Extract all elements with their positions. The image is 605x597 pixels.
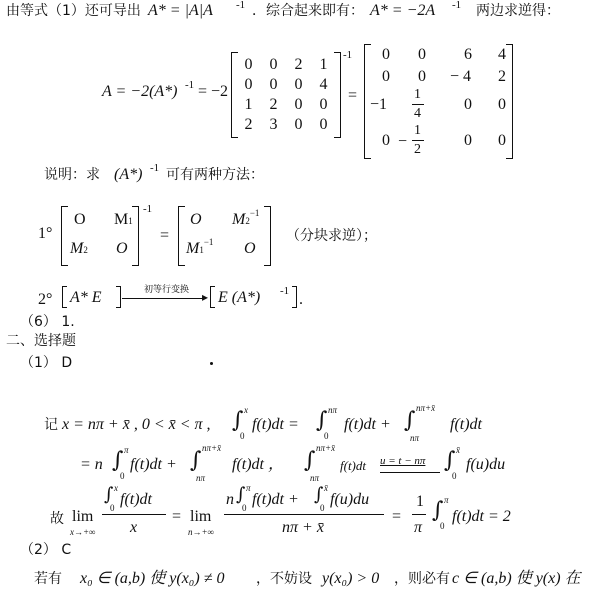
integral-sign: ∫ [236, 484, 246, 505]
lower-limit: 0 [242, 503, 247, 513]
cell: 0 [269, 56, 278, 73]
block-inverse-remark: （分块求逆）； [286, 228, 377, 244]
lower-limit: nπ [310, 473, 320, 483]
integrand: f(t)dt ， [232, 456, 284, 473]
upper-limit: π [444, 495, 449, 505]
fraction-bar [102, 514, 166, 515]
answer-q1: （1） D [20, 355, 73, 371]
lower-limit: 0 [440, 521, 445, 531]
integral-sign: ∫ [190, 448, 202, 473]
lower-limit: nπ [196, 473, 206, 483]
exponent: -1 [150, 162, 160, 174]
lower-limit: 0 [324, 431, 329, 441]
cell: 0 [382, 132, 390, 149]
cell: −1 [370, 96, 388, 113]
note-label: 说明：求 [44, 167, 100, 183]
then-text: ，则必有 [394, 571, 450, 587]
cell: 0 [294, 76, 303, 93]
integrand: f(t)dt = [252, 416, 299, 433]
exponent: -1 [143, 203, 153, 215]
cell: 0 [269, 76, 278, 93]
equals-scalar: = −2 [198, 83, 229, 100]
cell: 0 [294, 96, 303, 113]
existence-formula: c ∈ (a,b) 使 y(x) 在 [452, 570, 581, 587]
augmented-left-bracket [62, 286, 67, 308]
cell: 0 [464, 96, 472, 113]
block-cell: O [116, 240, 128, 257]
numerator-n: n [226, 491, 234, 508]
note-suffix: 可有两种方法： [166, 167, 264, 183]
matrix-a-adjugate [236, 55, 336, 135]
upper-limit: π [246, 483, 251, 493]
limit-subscript: x→+∞ [70, 527, 96, 537]
block-cell: $M1^{-1}$ [186, 237, 214, 257]
integrand: f(t)dt + [344, 416, 391, 433]
block-right-bracket [264, 206, 271, 266]
positive-formula: y(x₀) > 0 [322, 570, 380, 587]
upper-limit: nπ [328, 405, 338, 415]
cell: 4 [319, 76, 328, 93]
fraction-denominator: x [130, 519, 138, 536]
matrix-a-inverse [364, 47, 512, 155]
exponent: -1 [185, 79, 195, 91]
matrix-right-bracket [506, 44, 513, 159]
cell: 1 [319, 56, 328, 73]
transform-arrow [122, 298, 206, 299]
arrow-head-icon: ▸ [202, 290, 209, 304]
cell: − 4 [450, 68, 472, 85]
inverse-text: 两边求逆得： [476, 3, 560, 19]
exponent: -1 [343, 49, 353, 61]
fraction-bar [412, 514, 426, 515]
cell: 0 [244, 76, 253, 93]
cell: 2 [244, 116, 253, 133]
final-result: f(t)dt = 2 [452, 508, 511, 525]
exponent: -1 [452, 0, 462, 11]
block-cell: O [190, 211, 202, 228]
lower-limit: 0 [240, 431, 245, 441]
result-matrix: E (A*) [218, 289, 261, 306]
method-number: 2° [38, 291, 53, 308]
limit-subscript: n→+∞ [188, 527, 214, 537]
note-expression: (A*) [114, 166, 143, 183]
upper-limit: π [124, 445, 129, 455]
result-right-bracket [292, 286, 297, 308]
upper-limit: x [244, 405, 248, 415]
integral-sign: ∫ [316, 408, 328, 433]
substitution-label: u = t − nπ [380, 455, 426, 467]
scan-speck [210, 362, 213, 365]
block-cell: O [74, 211, 86, 228]
integral-sign: ∫ [304, 448, 316, 473]
upper-limit: x [114, 483, 118, 493]
block-cell: O [244, 240, 256, 257]
upper-limit: nπ+x̄ [316, 443, 336, 453]
cell: 0 [418, 68, 426, 85]
block-left-bracket [178, 206, 185, 266]
cell: 0 [294, 116, 303, 133]
block-cell: $M2^{-1}$ [232, 208, 260, 228]
substitution-arrow [380, 472, 440, 473]
limit-operator: lim [190, 508, 212, 525]
equals-sign: = [392, 508, 402, 525]
lower-limit: 0 [452, 471, 457, 481]
fraction-numerator: f(t)dt + [252, 491, 299, 508]
exponent: -1 [236, 0, 246, 11]
lhs-formula: A = −2(A*) [102, 83, 178, 100]
answer-6: （6） 1. [20, 314, 75, 330]
equals-sign: = [172, 508, 182, 525]
block-left-bracket [61, 206, 68, 266]
intro-text: 由等式（1）还可导出 [6, 3, 141, 19]
lower-limit: 0 [110, 503, 115, 513]
lower-limit: 0 [120, 471, 125, 481]
matrix-right-bracket [334, 52, 341, 138]
cell: 0 [244, 56, 253, 73]
fraction-numerator: f(u)du [330, 491, 370, 508]
cell: 0 [498, 96, 506, 113]
arrow-label: 初等行变换 [144, 285, 190, 295]
integrand: f(t)dt [450, 416, 482, 433]
cell: 6 [464, 46, 472, 63]
cell: 0 [319, 96, 328, 113]
cell: 0 [418, 46, 426, 63]
integrand: f(u)du [466, 456, 506, 473]
assumption-formula: x₀ ∈ (a,b) 使 y(x₀) ≠ 0 [80, 570, 225, 587]
upper-limit: nπ+x̄ [202, 443, 222, 453]
cell: 0 [319, 116, 328, 133]
upper-limit: x̄ [456, 445, 460, 455]
augmented-right-bracket [116, 286, 121, 308]
integrand: f(t)dt [340, 458, 366, 473]
fraction-bar [224, 514, 384, 515]
equals-n: = n [80, 456, 103, 473]
summary-text: ．综合起来即有： [252, 3, 364, 19]
fraction-denominator: nπ + x̄ [282, 519, 324, 536]
cell: 2 [498, 68, 506, 85]
cell: 1 [244, 96, 253, 113]
cell: 0 [382, 68, 390, 85]
block-right-bracket [132, 206, 139, 266]
cell: 0 [382, 46, 390, 63]
block-cell: M2 [70, 240, 88, 257]
integral-sign: ∫ [432, 498, 444, 523]
substitution-formula: x = nπ + x̄ , 0 < x̄ < π , [62, 416, 211, 433]
method-number: 1° [38, 225, 53, 242]
formula-adjugate-abs: A* = |A|A [148, 2, 213, 19]
equals-sign: = [348, 87, 358, 104]
therefore-prefix: 故 [50, 511, 64, 527]
assumption-text: ，不妨设 [256, 571, 312, 587]
equals-sign: = [160, 227, 170, 244]
document-page: 由等式（1）还可导出 A* = |A|A -1 ．综合起来即有： A* = −2A -1 两边求逆得： A = −2(A*) -1 = −2 0 0 2 1 0 0 0 4 1 2 0 0 2 3 0 0 -1 = 0 0 6 4 0 0 − 4 2 −1 0 0 0 0 0 1 4 − 1 2 说明：求 (A*) -1 可有两种方法： 1° O M1 M2 O -1 = O $M2^{-1}$ $M1^{-1}$ O （分块求逆）； 2° A* E 初等行变换 ▸ E (A*) -1 . （6） 1. 二、选择题 （1） D 记 x = nπ + x̄ , 0 < x̄ < π , ∫ x 0 f(t)dt = ∫ nπ 0 f(t)dt + ∫ nπ+x̄ nπ f(t)dt = n ∫ π 0 f(t)dt + ∫ nπ+x̄ nπ f(t)dt ， ∫ nπ+x̄ nπ f(t)dt u = t − nπ ∫ x̄ 0 f(u)du 故 lim x→+∞ ∫ x 0 f(t)dt x = lim n→+∞ n ∫ π 0 f(t)dt + ∫ x̄ 0 f(u)du nπ + x̄ = 1 π ∫ π 0 f(t)dt = 2 （2） C 若有 x₀ ∈ (a,b) 使 y(x₀) ≠ 0 ，不妨设 y(x₀) > 0 ，则必有 c ∈ (a,b) 使 y(x) 在 [6, 0, 581, 587]
integral-sign: ∫ [104, 484, 114, 505]
derivation-prefix: 记 [44, 417, 58, 433]
limit-operator: lim [72, 508, 94, 525]
last-line-prefix: 若有 [34, 571, 62, 587]
section-heading: 二、选择题 [6, 333, 76, 349]
cell: 0 [498, 132, 506, 149]
integral-sign: ∫ [314, 484, 324, 505]
upper-limit: nπ+x̄ [416, 403, 436, 413]
cell: 2 [294, 56, 303, 73]
formula-adjugate: A* = −2A [370, 2, 436, 19]
integral-sign: ∫ [112, 448, 124, 473]
answer-q2: （2） C [20, 542, 72, 558]
block-cell: M1 [114, 211, 133, 228]
fraction-denominator: π [414, 519, 423, 536]
fraction-numerator: 1 [416, 493, 424, 510]
integral-sign: ∫ [232, 408, 244, 433]
cell: 0 [464, 132, 472, 149]
cell: 4 [498, 46, 506, 63]
exponent: -1 [280, 285, 290, 297]
fraction-numerator: f(t)dt [120, 491, 152, 508]
integral-sign: ∫ [404, 408, 416, 433]
integral-sign: ∫ [444, 448, 456, 473]
upper-limit: x̄ [324, 483, 328, 493]
integrand: f(t)dt + [130, 456, 177, 473]
augmented-matrix: A* E [70, 289, 102, 306]
lower-limit: 0 [320, 503, 325, 513]
result-left-bracket [210, 286, 215, 308]
period: . [299, 291, 303, 308]
cell: 2 [269, 96, 278, 113]
lower-limit: nπ [410, 433, 420, 443]
cell: 3 [269, 116, 278, 133]
